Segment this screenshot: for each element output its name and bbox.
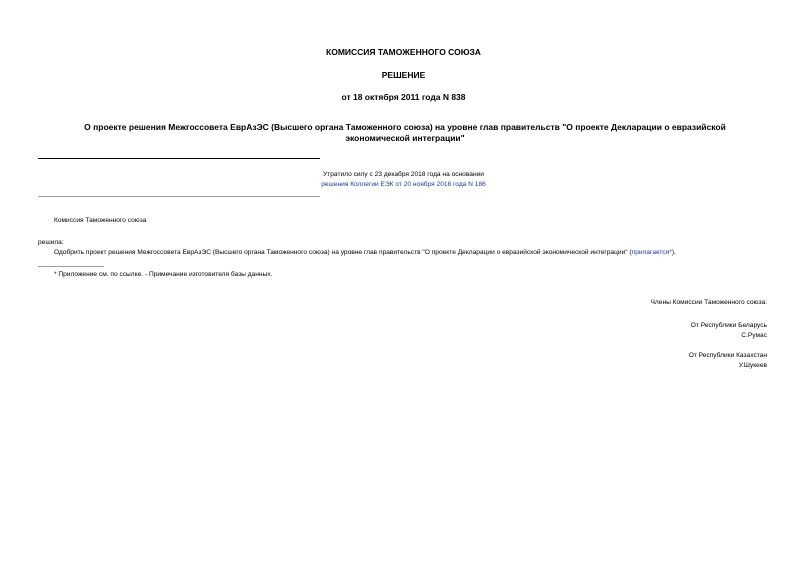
issuer-text: Комиссия Таможенного союза (54, 217, 147, 224)
repeal-decision-link[interactable]: решения Коллегии ЕЭК от 20 ноября 2018 года N 186 (321, 181, 486, 188)
signature-country: От Республики Беларусь (690, 322, 767, 329)
status-divider (38, 196, 320, 197)
title-divider (38, 158, 320, 159)
footnote-text: * Приложение см. по ссылке. - Примечание изготовителя базы данных. (54, 271, 273, 278)
document-type-heading: РЕШЕНИЕ (381, 70, 426, 80)
signatures-heading: Члены Комиссии Таможенного союза: (650, 299, 767, 306)
decision-paragraph-text: Одобрить проект решения Межгоссовета ЕврАзЭС (Высшего органа Таможенного союза) на уровне глав правительств "О проекте Декларации о евразийской экономической интеграции" ( (54, 249, 632, 256)
decision-paragraph (54, 248, 774, 257)
attachment-link[interactable]: прилагается* (631, 249, 672, 256)
signature-name: С.Румас (741, 332, 767, 339)
document-date-number: от 18 октября 2011 года N 838 (341, 92, 466, 102)
status-line: Утратило силу с 23 декабря 2018 года на основании (323, 171, 484, 178)
organization-heading: КОМИССИЯ ТАМОЖЕННОГО СОЮЗА (326, 47, 481, 57)
document-title: О проекте решения Межгоссовета ЕврАзЭС (Высшего органа Таможенного союза) на уровне глав правительств "О проекте Декларации о евразийской экономической интеграции" (84, 122, 726, 143)
signature-block-kazakhstan (689, 351, 767, 371)
decided-text: решила: (38, 239, 64, 246)
signature-block-belarus (691, 321, 767, 341)
decision-paragraph-end: ). (671, 249, 676, 256)
signature-country: От Республики Казахстан (688, 352, 767, 359)
footnote-divider (38, 266, 104, 267)
signature-name: У.Шукеев (738, 362, 767, 369)
